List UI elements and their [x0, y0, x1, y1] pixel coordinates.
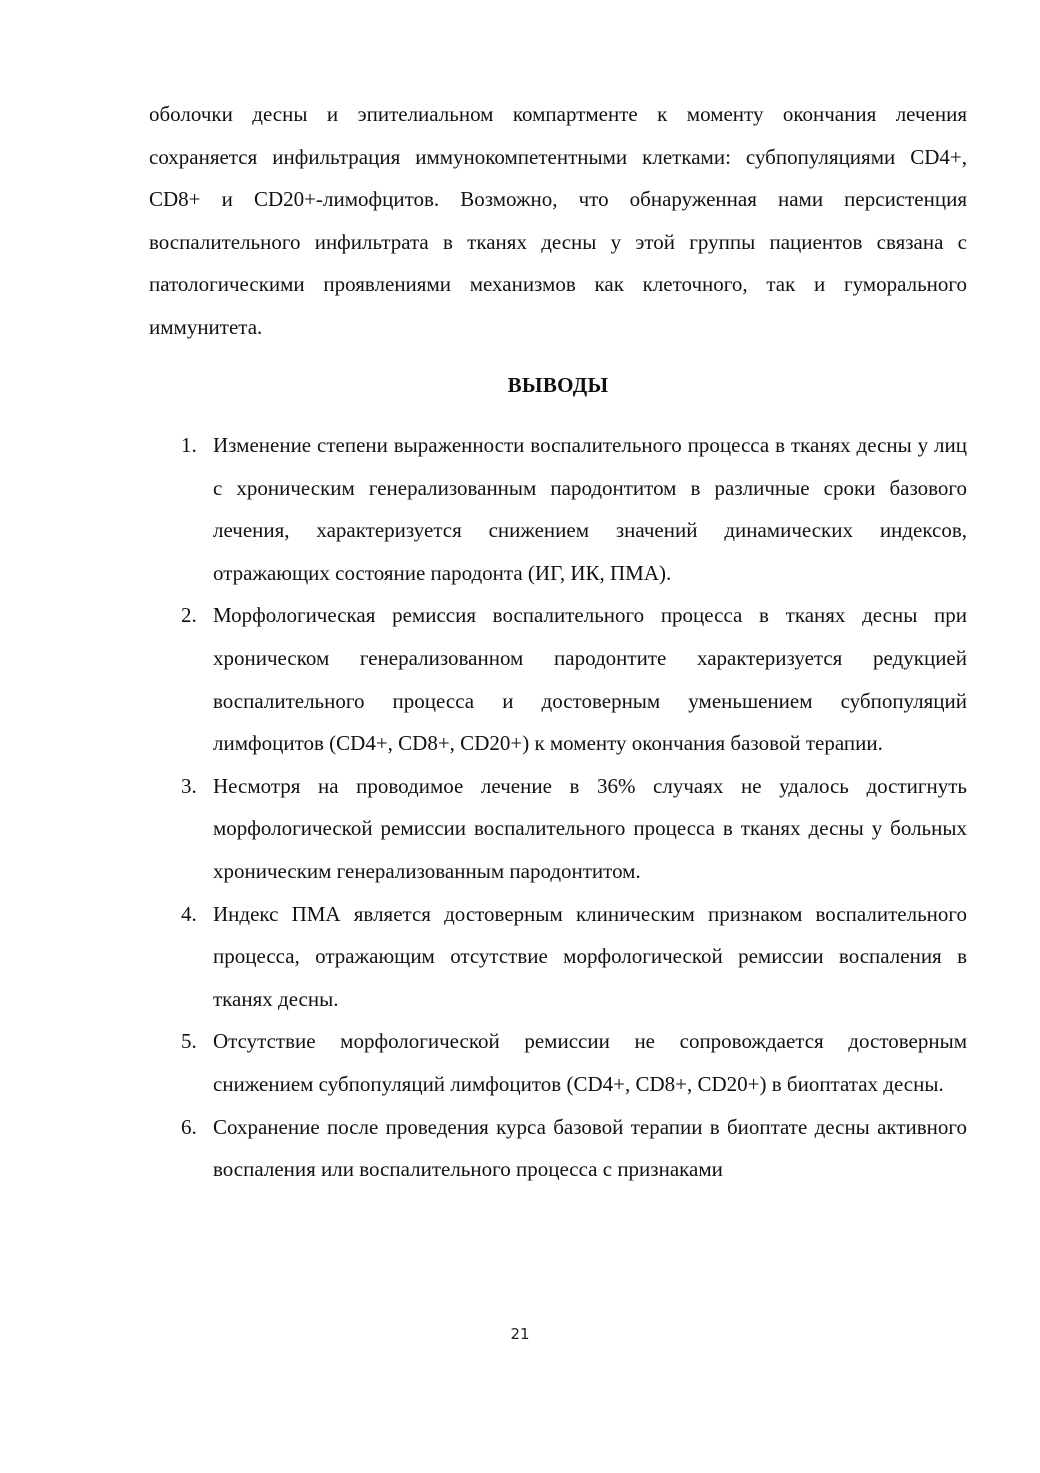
- conclusion-number: 5.: [181, 1029, 197, 1054]
- conclusion-number: 6.: [181, 1114, 197, 1139]
- conclusion-item-5: [149, 1020, 967, 1105]
- conclusion-text: Отсутствие морфологической ремиссии не сопровождается достоверным снижением субпопуляций лимфоцитов (CD4+, CD8+, CD20+) в биоптатах десны.: [213, 1029, 967, 1096]
- conclusion-number: 3.: [181, 773, 197, 798]
- page-number: 21: [510, 1325, 530, 1343]
- conclusion-item-4: [149, 893, 967, 1021]
- conclusion-number: 4.: [181, 901, 197, 926]
- conclusion-text: Морфологическая ремиссия воспалительного процесса в тканях десны при хроническом генерализованном пародонтите характеризуется редукцией воспалительного процесса и достоверным уменьшением субпопуляций лимфоцитов (CD4+, CD8+, CD20+) к моменту окончания базовой терапии.: [213, 603, 967, 756]
- conclusions-list: [149, 424, 967, 1191]
- section-heading-conclusions: ВЫВОДЫ: [507, 373, 609, 397]
- conclusion-number: 2.: [181, 603, 197, 628]
- conclusion-number: 1.: [181, 433, 197, 457]
- conclusion-item-6: [149, 1106, 967, 1191]
- conclusion-item-2: [149, 594, 967, 764]
- conclusion-text: Сохранение после проведения курса базовой терапии в биоптате десны активного воспаления или воспалительного процесса с признаками: [213, 1114, 967, 1182]
- conclusion-item-3: [149, 765, 967, 893]
- conclusion-text: Несмотря на проводимое лечение в 36% случаях не удалось достигнуть морфологической ремиссии воспалительного процесса в тканях десны у больных хроническим генерализованным пародонтитом.: [213, 773, 967, 883]
- conclusion-text: Индекс ПМА является достоверным клиническим признаком воспалительного процесса, отражающим отсутствие морфологической ремиссии воспаления в тканях десны.: [213, 901, 967, 1011]
- conclusion-item-1: [149, 424, 967, 594]
- conclusion-text: Изменение степени выраженности воспалительного процесса в тканях десны у лиц с хроническим генерализованным пародонтитом в различные сроки базового лечения, характеризуется снижением значений динамических индексов, отражающих состояние пародонта (ИГ, ИК, ПМА).: [213, 433, 967, 585]
- intro-paragraph: оболочки десны и эпителиальном компартменте к моменту окончания лечения сохраняется инфильтрация иммунокомпетентными клетками: субпопуляциями CD4+, CD8+ и CD20+-лимофцитов. Возможно, что обнаруженная нами персистенция воспалительного инфильтрата в тканях десны у этой группы пациентов связана с патологическими проявлениями механизмов как клеточного, так и гуморального иммунитета.: [149, 102, 967, 339]
